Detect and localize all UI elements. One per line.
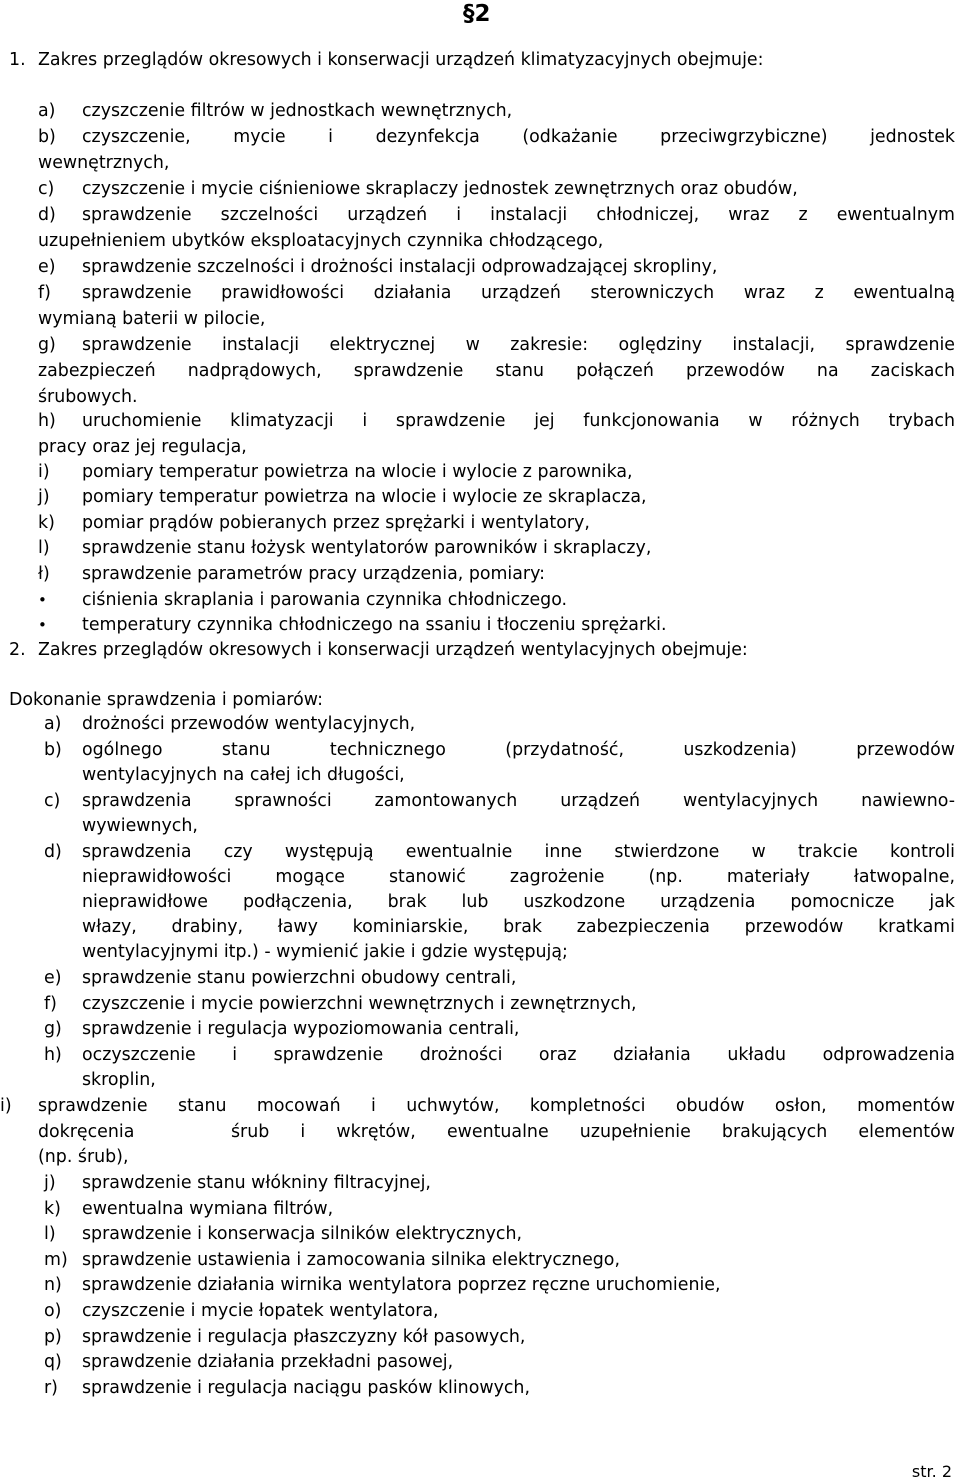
list-label: q) <box>44 1352 62 1372</box>
list-item-text: sprawdzenia sprawności zamontowanych urządzeń wentylacyjnych nawiewno- <box>82 791 955 811</box>
list-item-text: sprawdzenie stanu powierzchni obudowy centrali, <box>82 968 517 988</box>
list-item-text: wentylacyjnych na całej ich długości, <box>82 765 405 785</box>
section-2-title: Zakres przeglądów okresowych i konserwacji urządzeń wentylacyjnych obejmuje: <box>38 640 748 660</box>
list-label: n) <box>44 1275 62 1295</box>
list-item-text: czyszczenie filtrów w jednostkach wewnętrznych, <box>82 101 513 121</box>
list-label: l) <box>38 538 50 558</box>
bullet-item-text: temperatury czynnika chłodniczego na ssaniu i tłoczeniu sprężarki. <box>82 615 667 635</box>
list-item-text: pomiar prądów pobieranych przez sprężarki i wentylatory, <box>82 513 590 533</box>
list-item-text: sprawdzenie i regulacja płaszczyzny kół pasowych, <box>82 1327 526 1347</box>
bullet-icon: • <box>38 591 47 609</box>
list-item-text: wewnętrznych, <box>38 153 170 173</box>
list-item-text: nieprawidłowości mogące stanowić zagrożenie (np. materiały łatwopalne, <box>82 867 955 887</box>
list-label: c) <box>38 179 55 199</box>
list-label: h) <box>44 1045 62 1065</box>
page-number: str. 2 <box>911 1462 952 1481</box>
list-item-text: czyszczenie i mycie powierzchni wewnętrznych i zewnętrznych, <box>82 994 637 1014</box>
list-item-text: sprawdzenie ustawienia i zamocowania silnika elektrycznego, <box>82 1250 620 1270</box>
list-label: i) <box>38 462 50 482</box>
list-item-text: wymianą baterii w pilocie, <box>38 309 266 329</box>
list-label: l) <box>44 1224 56 1244</box>
list-label: o) <box>44 1301 62 1321</box>
list-item-text: uruchomienie klimatyzacji i sprawdzenie jej funkcjonowania w różnych trybach <box>82 411 955 431</box>
list-label: d) <box>38 205 56 225</box>
list-item-text: pomiary temperatur powietrza na wlocie i wylocie z parownika, <box>82 462 633 482</box>
list-item-text: wywiewnych, <box>82 816 198 836</box>
list-item-text: sprawdzenie i konserwacja silników elektrycznych, <box>82 1224 523 1244</box>
list-label: m) <box>44 1250 68 1270</box>
list-label: c) <box>44 791 61 811</box>
section-1-number: 1. <box>9 50 26 70</box>
list-item-text: czyszczenie, mycie i dezynfekcja (odkażanie przeciwgrzybiczne) jednostek <box>82 127 955 147</box>
list-label: ł) <box>38 564 50 584</box>
list-label: f) <box>38 283 51 303</box>
list-item-text: sprawdzenie szczelności urządzeń i instalacji chłodniczej, wraz z ewentualnym <box>82 205 955 225</box>
list-item-text: śrub i wkrętów, ewentualne uzupełnienie brakujących elementów <box>231 1122 955 1142</box>
list-item-text: (np. śrub), <box>38 1147 129 1167</box>
list-item-text: oczyszczenie i sprawdzenie drożności oraz działania układu odprowadzenia <box>82 1045 955 1065</box>
list-item-text: nieprawidłowe podłączenia, brak lub uszkodzone urządzenia pomocnicze jak <box>82 892 955 912</box>
list-item-text: sprawdzenie stanu mocowań i uchwytów, kompletności obudów osłon, momentów <box>38 1096 955 1116</box>
list-item-text: pracy oraz jej regulacja, <box>38 437 247 457</box>
list-item-text: drożności przewodów wentylacyjnych, <box>82 714 416 734</box>
list-item-text: wentylacyjnymi itp.) - wymienić jakie i gdzie występują; <box>82 942 568 962</box>
list-label: a) <box>38 101 56 121</box>
list-item-text: uzupełnieniem ubytków eksploatacyjnych czynnika chłodzącego, <box>38 231 604 251</box>
list-item-text: śrubowych. <box>38 387 138 407</box>
list-label: a) <box>44 714 62 734</box>
list-item-text: sprawdzenie i regulacja naciągu pasków klinowych, <box>82 1378 530 1398</box>
list-label: d) <box>44 842 62 862</box>
list-item-text: pomiary temperatur powietrza na wlocie i wylocie ze skraplacza, <box>82 487 647 507</box>
list-label: b) <box>44 740 62 760</box>
list-label: i) <box>0 1096 12 1116</box>
list-item-text: sprawdzenia czy występują ewentualnie inne stwierdzone w trakcie kontroli <box>82 842 955 862</box>
list-item-text: skroplin, <box>82 1070 156 1090</box>
list-label: j) <box>44 1173 56 1193</box>
list-item-text: sprawdzenie i regulacja wypoziomowania centrali, <box>82 1019 520 1039</box>
list-label: g) <box>38 335 56 355</box>
list-label: p) <box>44 1327 62 1347</box>
list-item-text: dokręcenia <box>38 1122 135 1142</box>
list-item-text: czyszczenie i mycie łopatek wentylatora, <box>82 1301 439 1321</box>
list-item-text: zabezpieczeń nadprądowych, sprawdzenie stanu połączeń przewodów na zaciskach <box>38 361 955 381</box>
list-label: f) <box>44 994 57 1014</box>
list-label: k) <box>44 1199 61 1219</box>
bullet-item-text: ciśnienia skraplania i parowania czynnika chłodniczego. <box>82 590 568 610</box>
bullet-icon: • <box>38 616 47 634</box>
list-item-text: czyszczenie i mycie ciśnieniowe skraplaczy jednostek zewnętrznych oraz obudów, <box>82 179 798 199</box>
list-label: k) <box>38 513 55 533</box>
list-item-text: sprawdzenie instalacji elektrycznej w zakresie: oględziny instalacji, sprawdzenie <box>82 335 955 355</box>
section-2-intro: Dokonanie sprawdzenia i pomiarów: <box>9 690 323 710</box>
list-label: b) <box>38 127 56 147</box>
list-item-text: sprawdzenie działania przekładni pasowej, <box>82 1352 454 1372</box>
section-heading: §2 <box>463 1 491 27</box>
list-label: e) <box>38 257 56 277</box>
list-label: r) <box>44 1378 58 1398</box>
list-label: g) <box>44 1019 62 1039</box>
list-item-text: sprawdzenie szczelności i drożności instalacji odprowadzającej skropliny, <box>82 257 718 277</box>
section-2-number: 2. <box>9 640 26 660</box>
list-item-text: sprawdzenie parametrów pracy urządzenia, pomiary: <box>82 564 545 584</box>
list-item-text: ogólnego stanu technicznego (przydatność, uszkodzenia) przewodów <box>82 740 955 760</box>
list-item-text: sprawdzenie działania wirnika wentylatora poprzez ręczne uruchomienie, <box>82 1275 721 1295</box>
list-label: e) <box>44 968 62 988</box>
list-item-text: sprawdzenie stanu włókniny filtracyjnej, <box>82 1173 431 1193</box>
list-label: h) <box>38 411 56 431</box>
list-item-text: ewentualna wymiana filtrów, <box>82 1199 334 1219</box>
list-label: j) <box>38 487 50 507</box>
list-item-text: włazy, drabiny, ławy kominiarskie, brak zabezpieczenia przewodów kratkami <box>82 917 955 937</box>
section-1-title: Zakres przeglądów okresowych i konserwacji urządzeń klimatyzacyjnych obejmuje: <box>38 50 764 70</box>
list-item-text: sprawdzenie prawidłowości działania urządzeń sterowniczych wraz z ewentualną <box>82 283 955 303</box>
list-item-text: sprawdzenie stanu łożysk wentylatorów parowników i skraplaczy, <box>82 538 652 558</box>
